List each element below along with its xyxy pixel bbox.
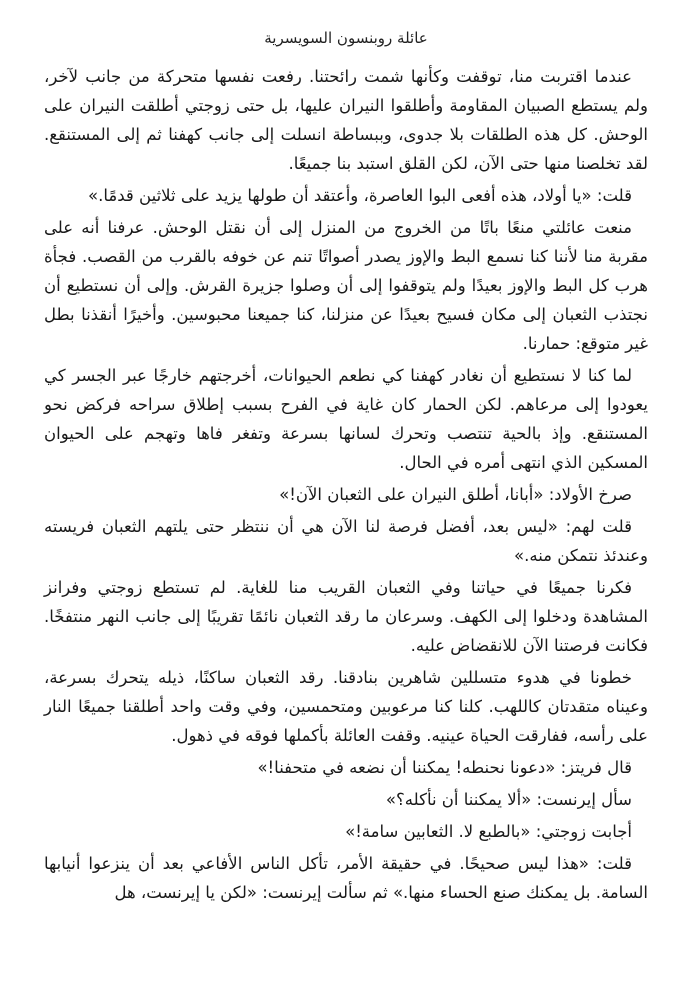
paragraph: قلت: «هذا ليس صحيحًا. في حقيقة الأمر، تأكل الناس الأفاعي بعد أن ينزعوا أنيابها السامة. بل يمكنك صنع الحساء منها.» ثم سألت إيرنست: «لكن يا إيرنست، هل [44,854,648,902]
paragraph: قال فريتز: «دعونا نحنطه! يمكننا أن نضعه في متحفنا!» [257,758,632,777]
paragraph: صرخ الأولاد: «أبانا، أطلق النيران على الثعبان الآن!» [279,485,632,504]
paragraph: لما كنا لا نستطيع أن نغادر كهفنا كي نطعم الحيوانات، أخرجتهم خارجًا عبر الجسر كي يعودوا إلى مرعاهم. لكن الحمار كان غاية في الفرح بسبب إطلاق سراحه فركض نحو المستنقع. وإذ بالحية تنتصب وتحرك لسانها بسرعة وتفغر فاها وتهجم على الحيوان المسكين الذي انتهى أمره في الحال. [44,366,648,472]
paragraph: منعت عائلتي منعًا باتًا من الخروج من المنزل إلى أن نقتل الوحش. عرفنا أنه على مقربة منا لأننا كنا نسمع البط والإوز يصدر أصواتًا تنم عن خوفه بالقرب من القصب. فجأة هرب كل البط والإوز بعيدًا ولم يتوقفوا إلى أن وصلوا جزيرة القرش. وإلى أن نستطيع أن نجتذب الثعبان إلى مكان فسيح بعيدًا عن منزلنا، كنا جميعنا محبوسين. وأخيرًا أنقذنا بطل غير متوقع: حمارنا. [44,218,648,353]
paragraph: عندما اقتربت منا، توقفت وكأنها شمت رائحتنا. رفعت نفسها متحركة من جانب لآخر، ولم يستطع الصبيان المقاومة وأطلقوا النيران عليها، بل حتى زوجتي أطلقت النيران على الوحش. كل هذه الطلقات بلا جدوى، وببساطة انسلت إلى جانب كهفنا ثم إلى المستنقع. لقد تخلصنا منها حتى الآن، لكن القلق استبد بنا جميعًا. [44,67,648,173]
paragraph: قلت لهم: «ليس بعد، أفضل فرصة لنا الآن هي أن ننتظر حتى يلتهم الثعبان فريسته وعندئذ نتمكن منه.» [44,517,648,565]
paragraph: أجابت زوجتي: «بالطبع لا. الثعابين سامة!» [345,822,632,841]
running-title: عائلة روبنسون السويسرية [264,29,428,47]
body-text [44,62,648,907]
paragraph: فكرنا جميعًا في حياتنا وفي الثعبان القريب منا للغاية. لم تستطع زوجتي وفرانز المشاهدة ودخلوا إلى الكهف. وسرعان ما رقد الثعبان نائمًا تقريبًا إلى جانب النهر منتفخًا. فكانت فرصتنا الآن للانقضاض عليه. [44,578,648,655]
paragraph: سأل إيرنست: «ألا يمكننا أن نأكله؟» [385,790,632,809]
paragraph: خطونا في هدوء متسللين شاهرين بنادقنا. رقد الثعبان ساكنًا، ذيله يتحرك بسرعة، وعيناه متقدتان كاللهب. كلنا كنا مرعوبين ومتحمسين، وفي وقت واحد أطلقنا جميعًا النار على رأسه، ففارقت الحياة عينيه. وقفت العائلة بأكملها فوقه في ذهول. [44,668,648,745]
paragraph: قلت: «يا أولاد، هذه أفعى البوا العاصرة، وأعتقد أن طولها يزيد على ثلاثين قدمًا.» [88,186,632,205]
